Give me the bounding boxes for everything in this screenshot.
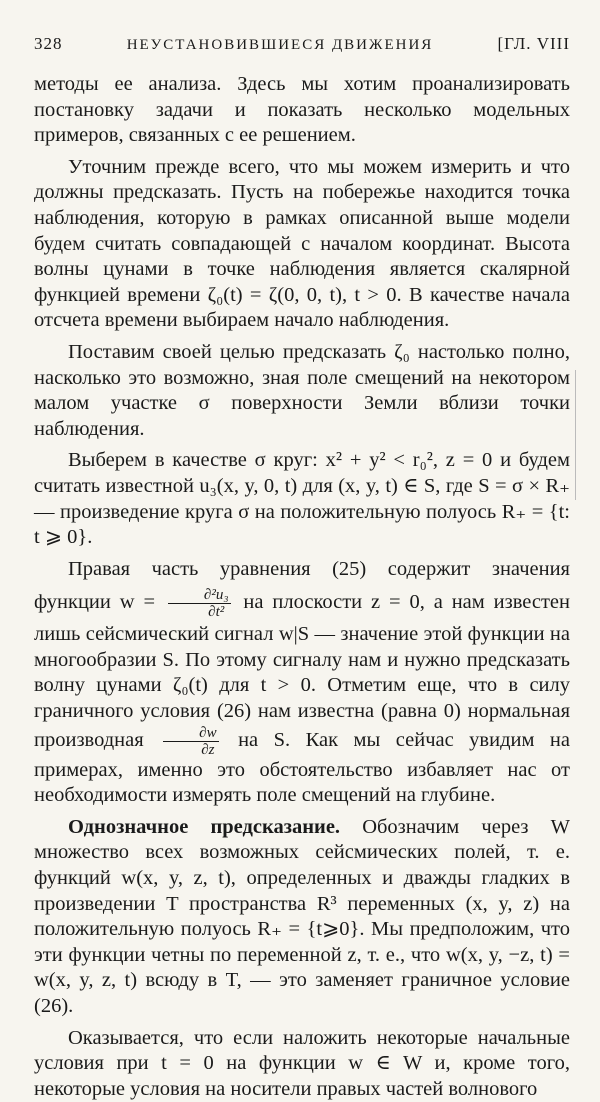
p5-line1: Правая часть уравнения (25) содержит значения — [68, 557, 570, 580]
p6-text: Обозначим через W множество всех возможных сейсмических полей, т. е. функций w(x, y, z, t), определенных и дважды гладких в произведении T пространства R³ переменных (x, y, z) на положительную полуось R₊ = {t⩾0}. Мы предположим, что эти функции четны по переменной z, т. е., что w(x, y, −z, t) = w(x, y, z, t) всюду в T, — это заменяет граничное условие (26). — [34, 815, 571, 1017]
paragraph-2: Уточним прежде всего, что мы можем измерить и что должны предсказать. Пусть на побережье находится точка наблюдения, которую в рамках описанной выше модели будем считать совпадающей с началом координат. Высота волны цунами в точке наблюдения является скалярной функцией времени ζ₀(t) = ζ(0, 0, t), t > 0. В качестве начала отсчета времени выбираем начало наблюдения. — [34, 155, 570, 332]
paragraph-1: методы ее анализа. Здесь мы хотим проанализировать постановку задачи и показать несколько модельных примеров, связанных с ее решением. — [34, 73, 570, 147]
fraction-d2u3-dt2: $\frac{\text{∂²u₃}}{\text{∂t²}}$ — [168, 587, 231, 620]
paragraph-7: Оказывается, что если наложить некоторые начальные условия при t = 0 на функции w ∈ W и, кроме того, некоторые условия на носители правых частей волнового — [34, 1026, 570, 1100]
p5-end: на S. Как мы сейчас увидим на примерах, именно это обстоятельство избавляет нас от необходимости измерять поле смещений на глубине. — [34, 728, 571, 807]
margin-line — [575, 370, 576, 500]
p5-post-frac: на плоскости z = 0, а нам известен — [243, 591, 571, 614]
paragraph-4: Выберем в качестве σ круг: x² + y² < r₀², z = 0 и будем считать известной u₃(x, y, 0, t) для (x, y, t) ∈ S, где S = σ × R₊ — произведение круга σ на положительную полуось R₊ = {t: t ⩾ 0}. — [34, 449, 570, 549]
p5-middle: лишь сейсмический сигнал w|S — значение этой функции на многообразии S. По этому сигналу нам и нужно предсказать волну цунами ζ₀(t) для t > 0. Отметим еще, что в силу граничного условия (26) нам известна (равна 0) нормальная производная — [34, 623, 570, 751]
fraction-dw-dz: $\frac{\partial w}{\partial z}$ — [163, 725, 218, 758]
paragraph-5 — [34, 557, 570, 809]
paragraph-3: Поставим своей целью предсказать ζ₀ настолько полно, насколько это возможно, зная поле смещений на некотором малом участке σ поверхности Земли вблизи точки наблюдения. — [34, 340, 570, 440]
p5-pre-frac: функции w = — [34, 591, 156, 614]
chapter-label: [ГЛ. VIII — [497, 34, 570, 53]
page-number: 328 — [34, 34, 63, 53]
running-title: НЕУСТАНОВИВШИЕСЯ ДВИЖЕНИЯ — [126, 37, 434, 53]
section-heading: Однозначное предсказание. — [68, 815, 341, 838]
running-header — [34, 34, 570, 54]
paragraph-6 — [34, 815, 570, 1020]
